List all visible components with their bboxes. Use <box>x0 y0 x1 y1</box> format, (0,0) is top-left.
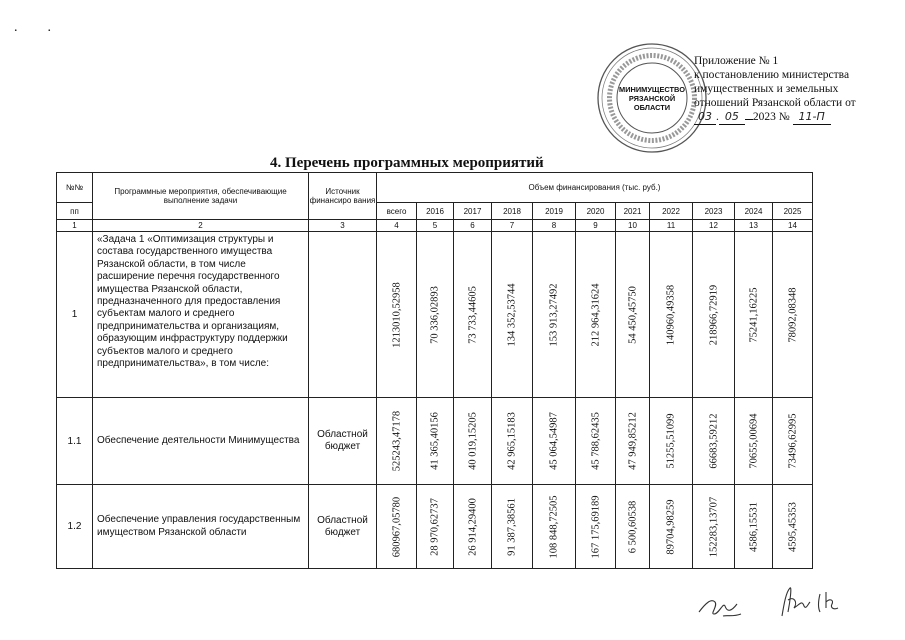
year-header: всего <box>377 203 417 220</box>
header-number-2: пп <box>57 203 93 220</box>
order-number: 11-П <box>793 110 831 125</box>
value-cell: 89704,98259 <box>650 485 693 569</box>
year-header: 2020 <box>576 203 616 220</box>
value-cell: 41 365,40156 <box>417 398 454 485</box>
header-funding: Объем финансирования (тыс. руб.) <box>377 173 813 203</box>
value-cell: 525243,47178 <box>377 398 417 485</box>
column-number: 4 <box>377 220 417 232</box>
year-header: 2016 <box>417 203 454 220</box>
year-header: 2017 <box>454 203 492 220</box>
value-cell: 45 788,62435 <box>576 398 616 485</box>
value-cell: 4586,15531 <box>735 485 773 569</box>
appendix-line: к постановлению министерства <box>694 69 850 81</box>
official-seal <box>596 42 708 154</box>
appendix-note <box>694 54 894 125</box>
scan-dots: .. <box>14 20 81 35</box>
row-description: Обеспечение управления государственным имуществом Рязанской области <box>93 485 309 569</box>
column-number: 5 <box>417 220 454 232</box>
row-description: «Задача 1 «Оптимизация структуры и состава государственного имущества Рязанской области, в том числе расширение перечня государственного имущества Рязанской области, предназначенного для предоставления субъектам малого и среднего предпринимательства и организациям, образующим инфраструктуру поддержки субъектов малого и среднего предпринимательства», в том числе: <box>93 232 309 398</box>
value-cell: 28 970,62737 <box>417 485 454 569</box>
table-row <box>57 485 813 569</box>
appendix-line: отношений Рязанской области от <box>694 97 856 109</box>
value-cell: 45 064,54987 <box>533 398 576 485</box>
row-number: 1.1 <box>57 398 93 485</box>
year-header: 2025 <box>773 203 813 220</box>
value-cell: 4595,45353 <box>773 485 813 569</box>
row-source: Областной бюджет <box>309 398 377 485</box>
svg-text:РЯЗАНСКОЙ: РЯЗАНСКОЙ <box>628 94 676 103</box>
column-number: 8 <box>533 220 576 232</box>
row-number: 1.2 <box>57 485 93 569</box>
value-cell: 42 965,15183 <box>492 398 533 485</box>
column-number: 10 <box>616 220 650 232</box>
value-cell: 54 450,45750 <box>616 232 650 398</box>
measures-table <box>56 172 813 569</box>
page-title: 4. Перечень программных мероприятий <box>270 155 544 171</box>
year-header: 2019 <box>533 203 576 220</box>
value-cell: 78092,08348 <box>773 232 813 398</box>
value-cell: 167 175,69189 <box>576 485 616 569</box>
value-cell: 140960,49358 <box>650 232 693 398</box>
year-header: 2018 <box>492 203 533 220</box>
year-header: 2022 <box>650 203 693 220</box>
year-header: 2024 <box>735 203 773 220</box>
value-cell: 40 019,15205 <box>454 398 492 485</box>
column-number: 12 <box>693 220 735 232</box>
row-source <box>309 232 377 398</box>
signature <box>776 582 840 622</box>
column-number: 7 <box>492 220 533 232</box>
value-cell: 70655,00694 <box>735 398 773 485</box>
row-source: Областной бюджет <box>309 485 377 569</box>
value-cell: 134 352,53744 <box>492 232 533 398</box>
header-number: №№ <box>57 173 93 203</box>
table-row <box>57 398 813 485</box>
column-number: 11 <box>650 220 693 232</box>
row-description: Обеспечение деятельности Минимущества <box>93 398 309 485</box>
value-cell: 66683,59212 <box>693 398 735 485</box>
appendix-line: имущественных и земельных <box>694 83 839 95</box>
value-cell: 212 964,31624 <box>576 232 616 398</box>
value-cell: 70 336,02893 <box>417 232 454 398</box>
value-cell: 47 949,85212 <box>616 398 650 485</box>
value-cell: 75241,16225 <box>735 232 773 398</box>
table-row <box>57 232 813 398</box>
appendix-date-line: 03 . 05 2023 № 11-П <box>694 110 894 125</box>
value-cell: 218966,72919 <box>693 232 735 398</box>
value-cell: 152283,13707 <box>693 485 735 569</box>
svg-text:ОБЛАСТИ: ОБЛАСТИ <box>633 103 671 112</box>
header-source: Источник финансиро вания <box>309 173 377 220</box>
column-number: 9 <box>576 220 616 232</box>
column-number: 3 <box>309 220 377 232</box>
header-measures: Программные мероприятия, обеспечивающие выполнение задачи <box>93 173 309 220</box>
appendix-line: Приложение № 1 <box>694 55 779 67</box>
column-number: 6 <box>454 220 492 232</box>
date-year: 2023 № <box>752 111 790 123</box>
date-blank <box>745 119 753 120</box>
svg-text:МИНИМУЩЕСТВО: МИНИМУЩЕСТВО <box>619 85 685 94</box>
date-month: 05 <box>719 110 745 125</box>
column-number: 2 <box>93 220 309 232</box>
value-cell: 26 914,29400 <box>454 485 492 569</box>
value-cell: 153 913,27492 <box>533 232 576 398</box>
column-number: 13 <box>735 220 773 232</box>
value-cell: 680967,05780 <box>377 485 417 569</box>
value-cell: 6 500,60538 <box>616 485 650 569</box>
year-header: 2023 <box>693 203 735 220</box>
value-cell: 108 848,72505 <box>533 485 576 569</box>
value-cell: 51255,51099 <box>650 398 693 485</box>
date-day: 03 <box>694 110 716 125</box>
value-cell: 1213010,52958 <box>377 232 417 398</box>
year-header: 2021 <box>616 203 650 220</box>
row-number: 1 <box>57 232 93 398</box>
value-cell: 73 733,44605 <box>454 232 492 398</box>
signature <box>695 586 745 622</box>
column-number: 1 <box>57 220 93 232</box>
column-number: 14 <box>773 220 813 232</box>
value-cell: 73496,62995 <box>773 398 813 485</box>
value-cell: 91 387,38561 <box>492 485 533 569</box>
